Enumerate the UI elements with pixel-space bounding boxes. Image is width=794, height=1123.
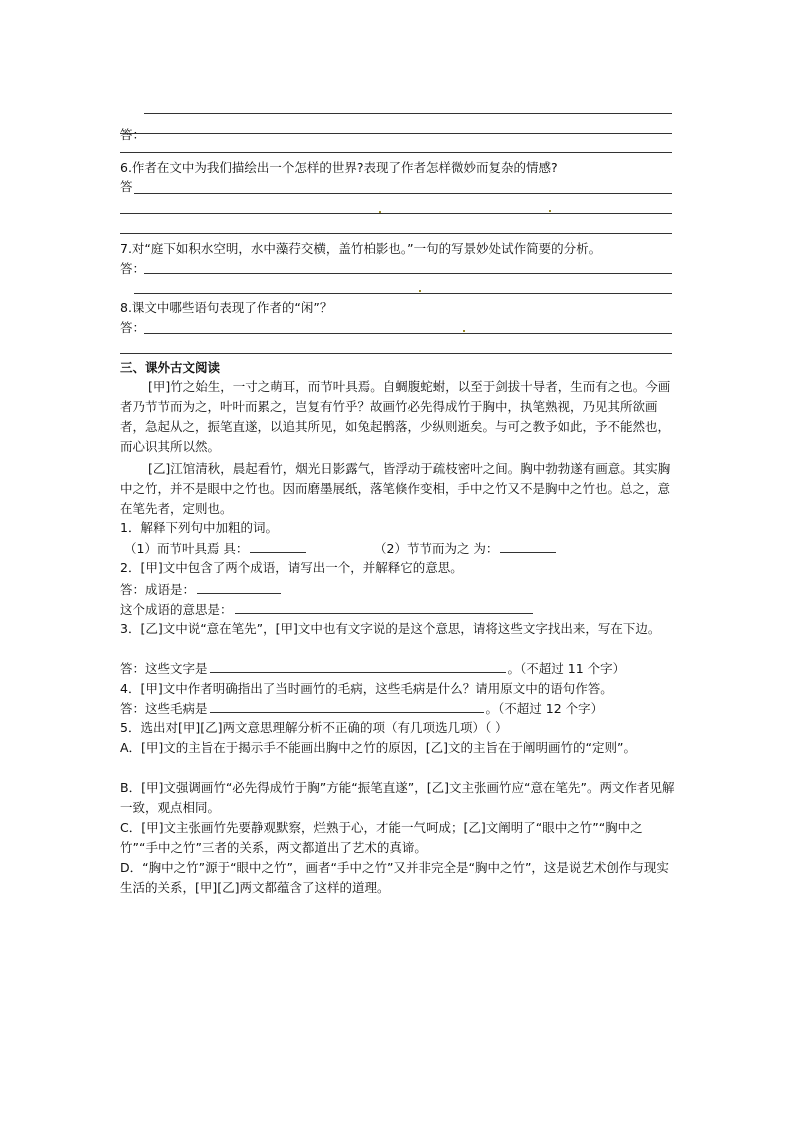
- answer-line[interactable]: [120, 133, 672, 134]
- exercise-3: 3．[乙]文中说“意在笔先”，[甲]文中也有文字说的是这个意思，请将这些文字找出来，写在下边。: [120, 621, 661, 636]
- answer-label: 答: [120, 179, 133, 194]
- speck: [549, 210, 551, 212]
- exercise-2-a: 答：成语是：: [120, 581, 283, 597]
- answer-line[interactable]: [144, 333, 672, 334]
- exercise-1: 1．解释下列句中加粗的词。: [120, 520, 278, 535]
- answer-blank[interactable]: [197, 581, 281, 594]
- exercise-5: 5．选出对[甲][乙]两文意思理解分析不正确的项（有几项选几项）（ ）: [120, 720, 508, 735]
- speck: [379, 211, 381, 213]
- answer-blank[interactable]: [210, 660, 506, 673]
- exercise-2: 2．[甲]文中包含了两个成语，请写出一个，并解释它的意思。: [120, 560, 463, 575]
- answer-blank[interactable]: [235, 601, 533, 614]
- exercise-1-b: （2）节节而为之 为：: [374, 540, 558, 556]
- answer-label: 答：: [120, 127, 146, 142]
- exercise-4: 4．[甲]文中作者明确指出了当时画竹的毛病，这些毛病是什么？请用原文中的语句作答。: [120, 681, 613, 696]
- exercise-3-a: 答：这些文字是 。（不超过 11 个字）: [120, 661, 626, 676]
- answer-line[interactable]: [134, 293, 672, 294]
- option-c: C．[甲]文主张画竹先要静观默察，烂熟于心，才能一气呵成；[乙]文阐明了“眼中之竹”“胸中之竹”“手中之竹”三者的关系，两文都道出了艺术的真谛。: [120, 820, 643, 855]
- answer-line[interactable]: [144, 113, 672, 114]
- answer-line[interactable]: [120, 353, 672, 354]
- answer-label: 答：: [120, 261, 146, 276]
- exercise-4-a: 答：这些毛病是 。（不超过 12 个字）: [120, 701, 604, 716]
- answer-line[interactable]: [134, 193, 672, 194]
- exercise-1-a: （1）而节叶具焉 具：: [124, 540, 308, 556]
- answer-blank[interactable]: [210, 700, 484, 713]
- answer-line[interactable]: [120, 152, 672, 153]
- exercise-2-b: 这个成语的意思是：: [120, 601, 535, 617]
- option-d: D．“胸中之竹”源于“眼中之竹”，画者“手中之竹”又并非完全是“胸中之竹”，这是说艺术创作与现实生活的关系，[甲][乙]两文都蕴含了这样的道理。: [120, 860, 669, 895]
- answer-line[interactable]: [120, 213, 672, 214]
- question-6: 6.作者在文中为我们描绘出一个怎样的世界?表现了作者怎样微妙而复杂的情感?: [120, 160, 558, 175]
- answer-line[interactable]: [144, 273, 672, 274]
- question-7: 7.对“庭下如积水空明，水中藻荇交横，盖竹柏影也。”一句的写景妙处试作简要的分析。: [120, 241, 602, 256]
- section-title: 三、课外古文阅读: [120, 360, 221, 375]
- passage-yi: [乙]江馆清秋，晨起看竹，烟光日影露气，皆浮动于疏枝密叶之间。胸中勃勃遂有画意。其实胸中之竹，并不是眼中之竹也。因而磨墨展纸，落笔倏作变相，手中之竹又不是胸中之竹也。总之，意在笔先者，定则也。: [120, 461, 671, 516]
- question-8: 8.课文中哪些语句表现了作者的“闲”？: [120, 300, 333, 315]
- answer-blank[interactable]: [250, 540, 306, 553]
- option-b: B．[甲]文强调画竹“必先得成竹于胸”方能“振笔直遂”，[乙]文主张画竹应“意在笔先”。两文作者见解一致，观点相同。: [120, 780, 675, 815]
- option-a: A．[甲]文的主旨在于揭示手不能画出胸中之竹的原因，[乙]文的主旨在于阐明画竹的“定则”。: [120, 740, 637, 755]
- speck: [419, 290, 421, 292]
- passage-jia: [甲]竹之始生，一寸之萌耳，而节叶具焉。自蜩腹蛇蚹，以至于剑拔十导者，生而有之也。今画者乃节节而为之，叶叶而累之，岂复有竹乎？故画竹必先得成竹于胸中，执笔熟视，乃见其所欲画者，急起从之，振笔直遂，以追其所见，如兔起鹘落，少纵则逝矣。与可之教予如此，予不能然也，而心识其所以然。: [120, 379, 671, 454]
- speck: [463, 330, 465, 332]
- answer-line[interactable]: [120, 233, 672, 234]
- answer-label: 答：: [120, 320, 146, 335]
- answer-blank[interactable]: [500, 540, 556, 553]
